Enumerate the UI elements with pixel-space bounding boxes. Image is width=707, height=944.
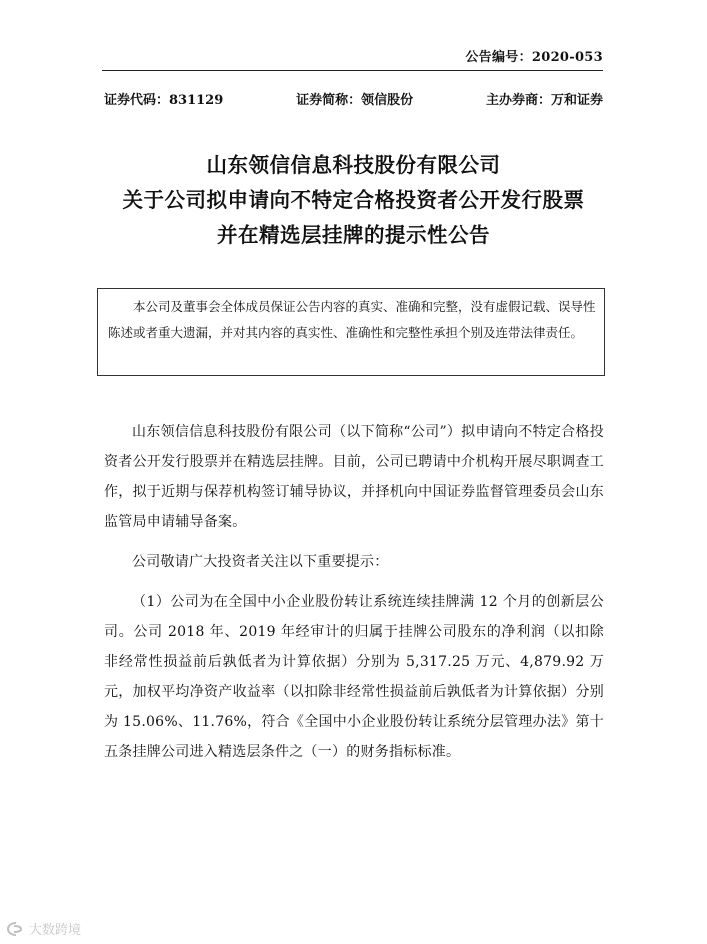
disclaimer-text: 本公司及董事会全体成员保证公告内容的真实、准确和完整，没有虚假记载、误导性陈述或者重大遗漏，并对其内容的真实性、准确性和完整性承担个别及连带法律责任。 [108,299,596,340]
security-code: 证券代码：831129 [104,93,224,108]
security-info-row [104,89,603,108]
title-line-3: 并在精选层挂牌的提示性公告 [217,223,490,247]
disclaimer-box [97,288,605,376]
security-abbreviation: 证券简称：领信股份 [296,93,414,108]
body-paragraph-2: 公司敬请广大投资者关注以下重要提示： [132,554,389,570]
header-divider [102,70,603,71]
title-line-1: 山东领信信息科技股份有限公司 [206,153,501,177]
body-paragraph-3: （1）公司为在全国中小企业股份转让系统连续挂牌满 12 个月的创新层公司。公司 2018 年、2019 年经审计的归属于挂牌公司股东的净利润（以扣除非经常性损益前后孰低者为计算依据）分别为 5,317.25 万元、4,879.92 万元，加权平均净资产收益率（以扣除非经常性损益前后孰低者为计算依据）分别为 15.06%、11.76%，符合《全国中小企业股份转让系统分层管理办法》第十五条挂牌公司进入精选层条件之（一）的财务指标标准。 [104,594,604,760]
title-line-2: 关于公司拟申请向不特定合格投资者公开发行股票 [122,188,585,212]
watermark [6,919,81,938]
brand-logo-icon [6,921,26,937]
body-paragraph-1: 山东领信信息科技股份有限公司（以下简称“公司”）拟申请向不特定合格投资者公开发行股票并在精选层挂牌。目前，公司已聘请中介机构开展尽职调查工作，拟于近期与保荐机构签订辅导协议，并择机向中国证券监督管理委员会山东监管局申请辅导备案。 [104,424,604,530]
watermark-text: 大数跨境 [29,923,82,938]
sponsor-broker: 主办券商：万和证券 [485,93,603,108]
notice-number: 公告编号：2020-053 [465,50,603,65]
announcement-body [104,417,604,777]
document-title [0,148,707,253]
